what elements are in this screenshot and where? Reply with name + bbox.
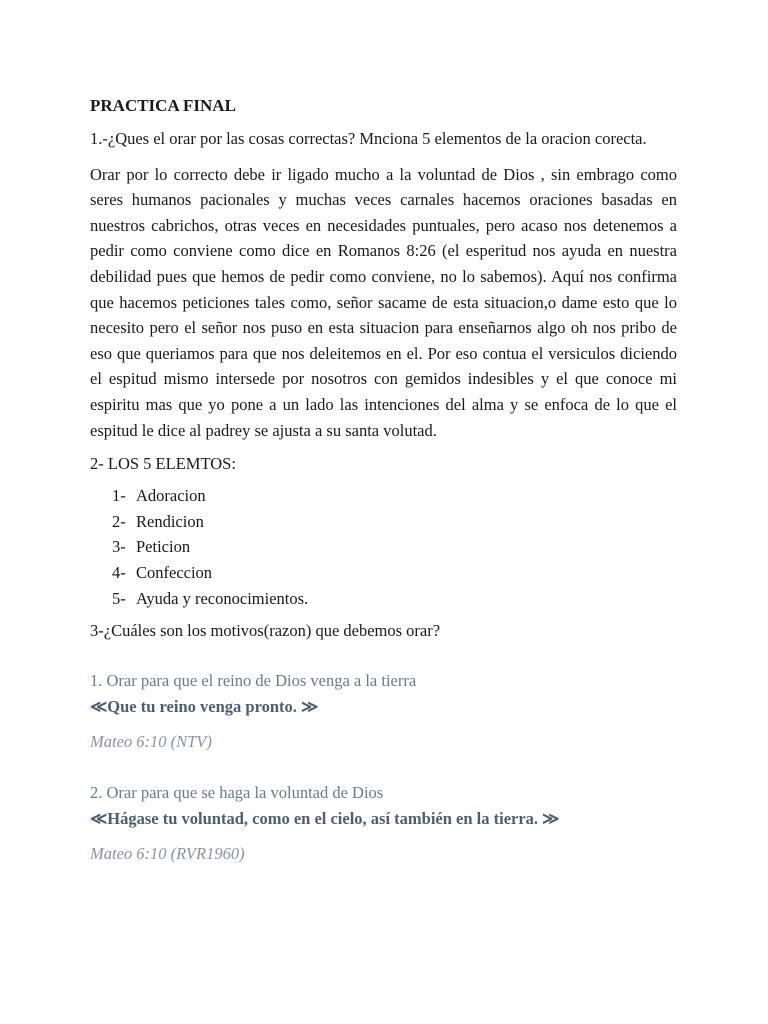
- reason-block-1: [90, 668, 677, 754]
- question-1: 1.-¿Ques el orar por las cosas correctas? Mnciona 5 elementos de la oracion corecta.: [90, 129, 647, 148]
- scripture-reference: Mateo 6:10 (RVR1960): [90, 844, 245, 864]
- list-item: [112, 534, 677, 560]
- list-item-text: Ayuda y reconocimientos.: [136, 588, 309, 608]
- elements-heading: 2- LOS 5 ELEMTOS:: [90, 454, 236, 474]
- list-item: [112, 509, 677, 535]
- list-item-text: Rendicion: [136, 511, 204, 531]
- list-item-number: 1-: [112, 486, 126, 506]
- list-item-text: Confeccion: [136, 562, 213, 582]
- list-item: [112, 586, 677, 612]
- list-item: [112, 560, 677, 586]
- elements-list: [90, 483, 677, 611]
- list-item: [112, 483, 677, 509]
- answer-1: Orar por lo correcto debe ir ligado mucho a la voluntad de Dios , sin embrago como seres humanos pacionales y muchas veces carnales hacemos oraciones basadas en nuestros cabrichos, otras veces en necesidades puntuales, pero acaso nos detenemos a pedir como conviene como dice en Romanos 8:26 (el esperitud nos ayuda en nuestra debilidad pues que hemos de pedir como conviene, no lo sabemos). Aquí nos confirma que hacemos peticiones tales como, señor sacame de esta situacion,o dame esto que lo necesito pero el señor nos puso en esta situacion para enseñarnos algo oh nos pribo de eso que queriamos para que nos deleitemos en el. Por eso contua el versiculos diciendo el espitud mismo intersede por nosotros con gemidos indesibles y el que conoce mi espiritu mas que yo pone a un lado las intenciones del alma y se enfoca de lo que el espitud le dice al padrey se ajusta a su santa volutad.: [90, 164, 677, 440]
- scripture-reference: Mateo 6:10 (NTV): [90, 732, 212, 752]
- document-page: [90, 95, 677, 892]
- list-item-number: 2-: [112, 511, 126, 531]
- list-item-number: 3-: [112, 537, 126, 557]
- scripture-quote: ≪Que tu reino venga pronto. ≫: [90, 697, 319, 717]
- document-title: PRACTICA FINAL: [90, 96, 236, 115]
- list-item-number: 4-: [112, 562, 126, 582]
- list-item-text: Peticion: [136, 537, 191, 557]
- list-item-text: Adoracion: [136, 486, 206, 506]
- reason-block-2: [90, 780, 677, 866]
- reason-title: 2. Orar para que se haga la voluntad de Dios: [90, 783, 384, 803]
- reason-title: 1. Orar para que el reino de Dios venga a la tierra: [90, 671, 417, 691]
- scripture-quote: ≪Hágase tu voluntad, como en el cielo, así también en la tierra. ≫: [90, 809, 560, 829]
- list-item-number: 5-: [112, 588, 126, 608]
- question-3: 3-¿Cuáles son los motivos(razon) que debemos orar?: [90, 621, 441, 641]
